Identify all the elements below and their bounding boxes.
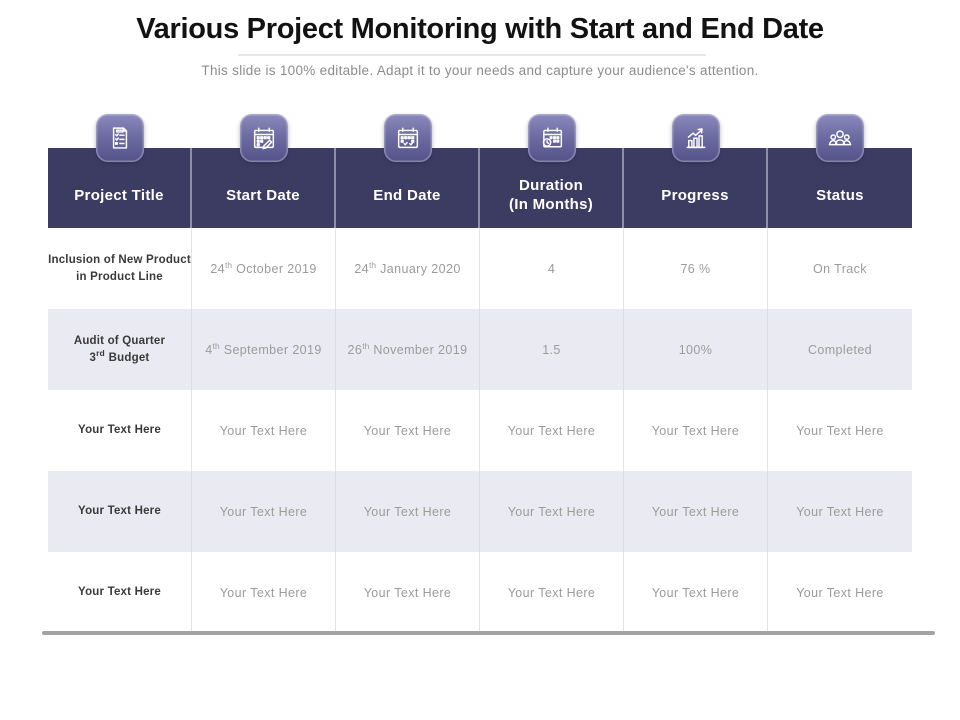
column-header-label: Duration: [518, 177, 584, 195]
status-cell: Your Text Here: [796, 585, 884, 600]
start-date-cell: 4th September 2019: [192, 309, 336, 390]
project-title-badge: [96, 114, 144, 162]
column-header-label: Project Title: [74, 186, 164, 204]
start-date-badge: [240, 114, 288, 162]
duration-badge: [528, 114, 576, 162]
column-header-label: End Date: [373, 186, 441, 204]
slide-title: Various Project Monitoring with Start and End Date: [136, 13, 824, 45]
calendar-check-icon: [394, 124, 422, 152]
project-title-cell: Your Text Here: [48, 390, 192, 471]
project-monitoring-table: [48, 148, 912, 633]
progress-badge: [672, 114, 720, 162]
project-title-cell: Inclusion of New Product in Product Line: [48, 228, 192, 309]
progress-cell: Your Text Here: [624, 471, 768, 552]
column-header-label: Status: [816, 186, 864, 204]
calendar-pencil-icon: [250, 124, 278, 152]
end-date-cell: Your Text Here: [336, 471, 480, 552]
end-date-cell: Your Text Here: [336, 552, 480, 633]
status-badge: [816, 114, 864, 162]
end-date-cell: 24th January 2020: [336, 228, 480, 309]
progress-cell: 76 %: [624, 228, 768, 309]
end-date-cell: 26th November 2019: [336, 309, 480, 390]
checklist-document-icon: [106, 124, 134, 152]
duration-cell: 4: [480, 228, 624, 309]
status-cell: Your Text Here: [796, 504, 884, 519]
end-date-badge: [384, 114, 432, 162]
status-cell: Your Text Here: [796, 423, 884, 438]
project-title-cell: Your Text Here: [48, 552, 192, 633]
duration-cell: Your Text Here: [480, 390, 624, 471]
project-title-cell: Audit of Quarter 3rd Budget: [48, 309, 192, 390]
status-cell: Completed: [807, 342, 873, 357]
column-header-label: Progress: [661, 186, 729, 204]
team-icon: [826, 124, 854, 152]
bottom-divider: [42, 631, 935, 635]
duration-cell: 1.5: [480, 309, 624, 390]
table-row: [48, 309, 912, 390]
calendar-clock-icon: [538, 124, 566, 152]
duration-cell: Your Text Here: [480, 552, 624, 633]
table-row: [48, 552, 912, 633]
duration-cell: Your Text Here: [480, 471, 624, 552]
column-header-label: Start Date: [226, 186, 300, 204]
start-date-cell: 24th October 2019: [192, 228, 336, 309]
start-date-cell: Your Text Here: [192, 471, 336, 552]
table-row: [48, 228, 912, 309]
end-date-cell: Your Text Here: [336, 390, 480, 471]
progress-cell: 100%: [624, 309, 768, 390]
start-date-cell: Your Text Here: [192, 390, 336, 471]
start-date-cell: Your Text Here: [192, 552, 336, 633]
column-header-duration: Duration (In Months): [480, 148, 624, 228]
progress-cell: Your Text Here: [624, 552, 768, 633]
status-cell: On Track: [813, 261, 867, 276]
title-underline: [238, 54, 706, 56]
progress-cell: Your Text Here: [624, 390, 768, 471]
table-row: [48, 390, 912, 471]
slide-subtitle: This slide is 100% editable. Adapt it to your needs and capture your audience's attention.: [201, 63, 759, 78]
growth-chart-icon: [682, 124, 710, 152]
table-row: [48, 471, 912, 552]
table-header-row: [48, 148, 912, 228]
project-title-cell: Your Text Here: [48, 471, 192, 552]
